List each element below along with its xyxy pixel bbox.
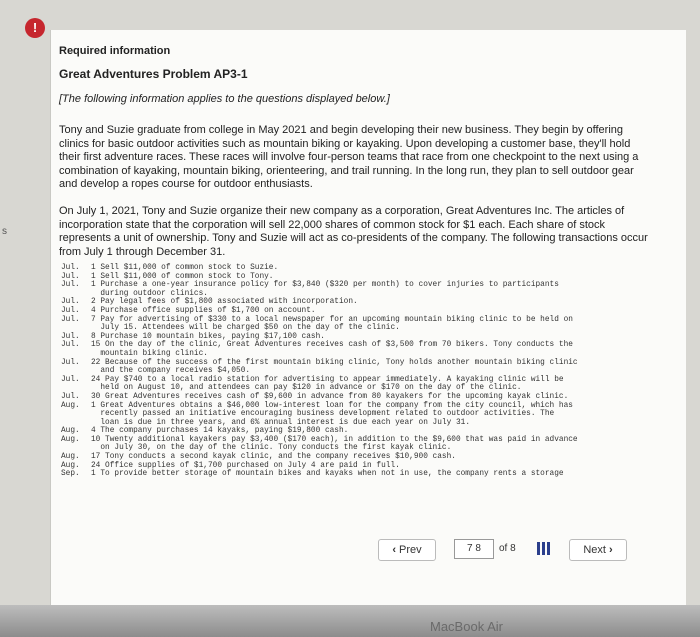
transaction-row [61, 273, 673, 282]
transaction-row [61, 316, 673, 333]
current-page: 7 [467, 543, 473, 554]
transaction-date: Aug. [61, 435, 80, 444]
next-page-number: 8 [475, 543, 481, 554]
transaction-date: Jul. [61, 375, 80, 384]
prev-button[interactable] [378, 539, 436, 561]
transaction-text: 1 Purchase a one-year insurance policy for $3,840 ($320 per month) to cover injuries to participants during outdoor clinics. [91, 281, 559, 298]
transaction-date: Jul. [61, 281, 80, 290]
transaction-date: Jul. [61, 358, 80, 367]
transaction-row [61, 453, 673, 462]
grid-icon[interactable] [537, 542, 550, 555]
transaction-row [61, 376, 673, 393]
transaction-text: 17 Tony conducts a second kayak clinic, and the company receives $10,900 cash. [91, 453, 456, 462]
pagination-bar [51, 534, 671, 564]
next-label: Next [583, 544, 606, 556]
transaction-text: 1 Sell $11,000 of common stock to Tony. [91, 272, 274, 281]
question-panel [50, 30, 686, 605]
transaction-row [61, 427, 673, 436]
transaction-row [61, 298, 673, 307]
transaction-text: 10 Twenty additional kayakers pay $3,400 ($170 each), in addition to the $9,600 that was paid in advance on July 30, on the day of the clinic. Tony conducts the first kayak clinic. [91, 435, 578, 453]
transaction-date: Jul. [61, 392, 80, 401]
transaction-text: 4 The company purchases 14 kayaks, paying $19,800 cash. [91, 427, 349, 436]
transaction-text: 15 On the day of the clinic, Great Adventures receives cash of $3,500 from 70 bikers. Tony conducts the mountain biking clinic. [91, 341, 573, 358]
intro-paragraph: Tony and Suzie graduate from college in May 2021 and begin developing their new business. They begin by offering clinics for basic outdoor activities such as mountain biking or kayaking. Upon developing a customer base, they'll hold their first adventure races. These races will involve four-person teams that race from one checkpoint to the next using a combination of kayaking, mountain biking, orienteering, and trail running. In the long run, they plan to sell outdoor gear and develop a ropes course for outdoor enthusiasts. [59, 124, 639, 190]
transaction-date: Aug. [61, 427, 80, 436]
transaction-text: 1 To provide better storage of mountain bikes and kayaks when not in use, the company rents a storage [91, 470, 564, 479]
organization-paragraph: On July 1, 2021, Tony and Suzie organize their new company as a corporation, Great Adventures Inc. The articles of incorporation state that the corporation will sell 22,000 shares of common stock for $1 each. Each share of stock represents a unit of ownership. Tony and Suzie will act as co-presidents of the company. The following transactions occur from July 1 through December 31. [59, 205, 648, 258]
laptop-bezel [0, 605, 700, 637]
transaction-text: 1 Sell $11,000 of common stock to Suzie. [91, 264, 279, 272]
alert-icon[interactable]: ! [25, 18, 45, 38]
side-mark: s [2, 226, 7, 237]
transaction-row [61, 307, 673, 316]
transaction-date: Jul. [61, 298, 80, 307]
info-note: [The following information applies to the questions displayed below.] [59, 93, 390, 105]
transaction-text: 22 Because of the success of the first mountain biking clinic, Tony holds another mountain biking clinic and the company receives $4,050. [91, 358, 578, 376]
transaction-text: 2 Pay legal fees of $1,800 associated with incorporation. [91, 298, 358, 307]
transaction-row [61, 333, 673, 342]
transaction-row [61, 359, 673, 376]
transaction-date: Jul. [61, 332, 80, 341]
prev-label: Prev [399, 544, 422, 556]
transaction-row [61, 436, 673, 453]
transaction-row [61, 393, 673, 402]
transaction-text: 4 Purchase office supplies of $1,700 on account. [91, 306, 316, 315]
transaction-date: Jul. [61, 264, 80, 272]
chevron-left-icon: ‹ [392, 544, 396, 556]
transaction-text: 7 Pay for advertising of $330 to a local newspaper for an upcoming mountain biking clinic to be held on July 15. Attendees will be charged $50 on the day of the clinic. [91, 315, 573, 333]
problem-title: Great Adventures Problem AP3-1 [59, 67, 248, 81]
transaction-row [61, 470, 673, 479]
transaction-date: Jul. [61, 306, 80, 315]
page-selector[interactable] [454, 539, 494, 559]
transaction-row [61, 281, 673, 298]
transaction-date: Aug. [61, 453, 80, 462]
transaction-text: 30 Great Adventures receives cash of $9,600 in advance from 80 kayakers for the upcoming kayak clinic. [91, 392, 569, 401]
transaction-date: Jul. [61, 341, 80, 350]
transaction-row [61, 264, 673, 273]
required-information-label: Required information [59, 45, 171, 57]
transaction-text: 8 Purchase 10 mountain bikes, paying $17,100 cash. [91, 332, 325, 341]
transaction-date: Aug. [61, 401, 80, 410]
transaction-row [61, 402, 673, 428]
transaction-row [61, 341, 673, 358]
transaction-row [61, 462, 673, 471]
transaction-text: 24 Pay $740 to a local radio station for advertising to appear immediately. A kayaking clinic will be held on August 10, and attendees can pay $120 in advance or $170 on the day of the clinic. [91, 375, 564, 393]
transaction-date: Jul. [61, 272, 80, 281]
transaction-date: Aug. [61, 461, 80, 470]
transactions-list [61, 264, 673, 479]
transaction-text: 24 Office supplies of $1,700 purchased on July 4 are paid in full. [91, 461, 400, 470]
transaction-text: 1 Great Adventures obtains a $46,000 low-interest loan for the company from the city council, which has recently passed an initiative encouraging business development related to outdoor activities. The loan is due in three years, and 6% annual interest is due each year on July 31. [91, 401, 573, 427]
transaction-date: Sep. [61, 470, 80, 479]
next-button[interactable] [569, 539, 627, 561]
chevron-right-icon: › [609, 544, 613, 556]
transaction-date: Jul. [61, 315, 80, 324]
page-count: of 8 [499, 543, 516, 554]
bezel-label: MacBook Air [430, 619, 503, 634]
